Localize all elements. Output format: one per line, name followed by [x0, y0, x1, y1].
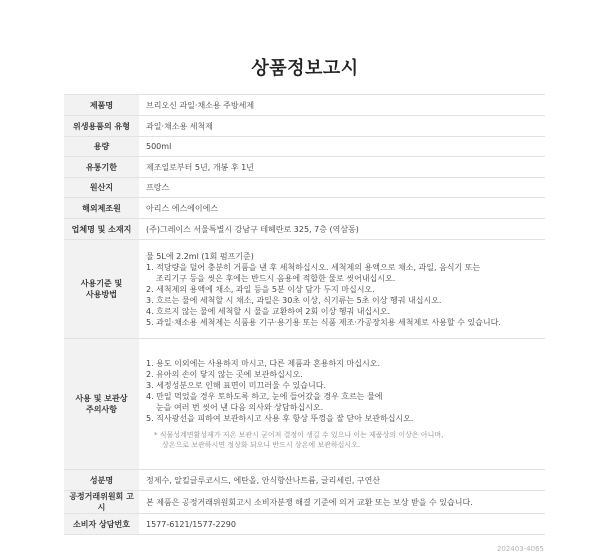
row-value-consumer-hotline: 1577-6121/1577-2290	[139, 514, 545, 535]
caution-line: 3. 세정성분으로 인해 표면이 미끄러울 수 있습니다.	[146, 381, 326, 390]
table-row	[64, 339, 545, 470]
table-row	[64, 157, 545, 178]
caution-line: 5. 직사광선을 피하여 보관하시고 사용 후 항상 뚜껑을 잘 닫아 보관하십시오.	[146, 414, 414, 423]
row-label-company: 업체명 및 소재지	[64, 219, 139, 240]
row-value-caution	[139, 339, 545, 470]
usage-label-line: 사용기준 및	[80, 279, 123, 288]
row-value-company: (주)그레이스 서울특별시 강남구 테헤란로 325, 7층 (역삼동)	[139, 219, 545, 240]
caution-label-line: 사용 및 보관상	[75, 394, 128, 403]
row-label-ftc-notice: 공정거래위원회 고시	[64, 491, 139, 514]
usage-line: 3. 흐르는 물에 세척할 시 채소, 과일은 30초 이상, 식기류는 5초 이상 헹궈 내십시오.	[146, 295, 442, 305]
row-label-product-name: 제품명	[64, 95, 139, 116]
row-label-usage	[64, 240, 139, 339]
table-row	[64, 470, 545, 491]
usage-line: 물 5L에 2.2ml (1회 펌프기준)	[146, 251, 254, 261]
row-value-ftc-notice: 본 제품은 공정거래위원회고시 소비자분쟁 해결 기준에 의거 교환 또는 보상 받을 수 있습니다.	[139, 491, 545, 514]
table-row	[64, 514, 545, 535]
table-row	[64, 137, 545, 157]
table-row	[64, 198, 545, 219]
caution-label-line: 주의사항	[86, 405, 117, 414]
row-value-capacity: 500ml	[139, 137, 545, 157]
row-label-ingredients: 성분명	[64, 470, 139, 491]
row-label-consumer-hotline: 소비자 상담번호	[64, 514, 139, 535]
row-value-ingredients: 정제수, 알킬글루코시드, 에탄올, 안식향산나트륨, 글리세린, 구연산	[139, 470, 545, 491]
usage-line: 1. 적당량을 덜어 충분히 거품을 낸 후 세척하십시오. 세척제의 용액으로 채소, 과일, 음식기 또는	[146, 262, 481, 272]
row-label-origin: 원산지	[64, 178, 139, 198]
usage-line: 조리기구 등을 씻은 후에는 반드시 음용에 적합한 물로 씻어내십시오.	[156, 273, 396, 283]
table-row	[64, 491, 545, 514]
caution-note: * 식물성계면활성제가 저온 보관시 굳어져 결정이 생길 수 있으나 이는 제품상의 이상은 아니며,	[154, 431, 444, 439]
row-value-usage	[139, 240, 545, 339]
usage-line: 2. 세척제의 용액에 채소, 과일 등을 5분 이상 담가 두지 마십시오.	[146, 284, 375, 294]
page-title: 상품정보고시	[251, 58, 359, 79]
row-label-caution	[64, 339, 139, 470]
product-info-table	[64, 94, 545, 535]
table-row	[64, 219, 545, 240]
table-row	[64, 95, 545, 116]
caution-line: 눈을 여러 번 씻어 낸 다음 의사와 상담하십시오.	[156, 403, 324, 412]
row-value-product-name: 브리오신 과일·채소용 주방세제	[139, 95, 545, 116]
row-label-hygiene-type: 위생용품의 유형	[64, 116, 139, 137]
row-value-manufacturer: 아리스 에스에이에스	[139, 198, 545, 219]
caution-note: 상온으로 보관하시면 정상화 되오니 반드시 상온에 보관하십시오.	[162, 441, 361, 449]
usage-line: 4. 흐르지 않는 물에 세척할 시 물을 교환하여 2회 이상 헹궈 내십시오.	[146, 306, 391, 316]
document-code: 202403-4065	[496, 545, 544, 553]
caution-line: 1. 용도 이외에는 사용하지 마시고, 다른 제품과 혼용하지 마십시오.	[146, 359, 380, 368]
row-value-expiry: 제조일로부터 5년, 개봉 후 1년	[139, 157, 545, 178]
row-value-origin: 프랑스	[139, 178, 545, 198]
row-label-expiry: 유통기한	[64, 157, 139, 178]
caution-line: 2. 유아의 손이 닿지 않는 곳에 보관하십시오.	[146, 370, 303, 379]
table-row	[64, 116, 545, 137]
row-label-capacity: 용량	[64, 137, 139, 157]
table-row	[64, 240, 545, 339]
caution-line: 4. 만일 먹었을 경우 토하도록 하고, 눈에 들어갔을 경우 흐르는 물에	[146, 392, 383, 401]
row-label-manufacturer: 해외제조원	[64, 198, 139, 219]
usage-line: 5. 과일·채소용 세척제는 식품용 기구·용기용 또는 식품 제조·가공장치용 세척제로 사용할 수 있습니다.	[146, 317, 501, 327]
table-row	[64, 178, 545, 198]
usage-label-line: 사용방법	[86, 290, 117, 299]
row-value-hygiene-type: 과일·채소용 세척제	[139, 116, 545, 137]
